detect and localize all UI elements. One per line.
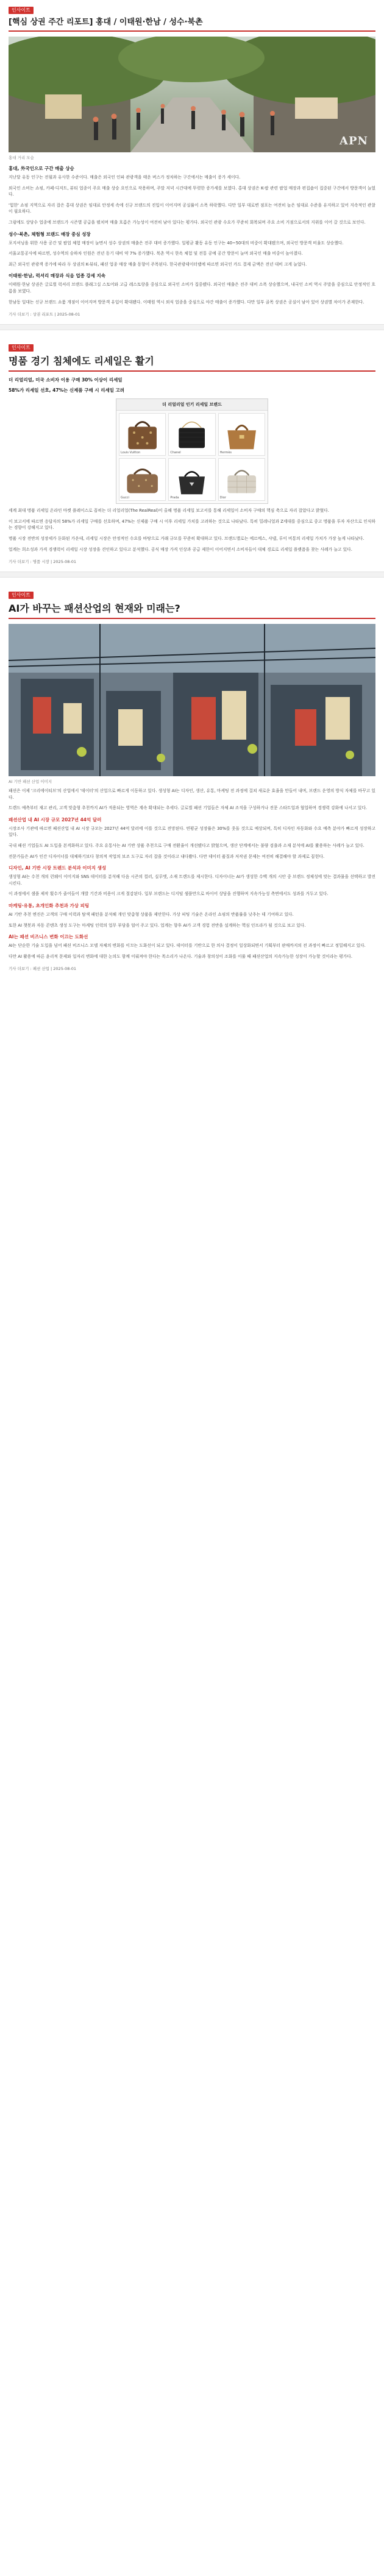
body-paragraph: 포지셔닝을 위한 사용 공간 및 팝업 체험 매장이 늘면서 성수 상권의 매출은 전주 대비 증가했다. 일평균 활동 유동 인구는 40~50대의 비중이 확대됐으며, 외국인 방문객 비율도 상승했다. (9, 240, 344, 246)
photo-watermark: APN (340, 135, 368, 147)
brand-label: Prada (170, 496, 179, 500)
article-title[interactable]: 명품 경기 침체에도 리세일은 활기 (9, 355, 154, 367)
body-paragraph: 한남동 일대는 신규 브랜드 쇼룸 개점이 이어지며 방문객 유입이 확대됐다. 이태원 역시 외식 업종을 중심으로 야간 매출이 증가했다. 다만 일부 골목 상권은 공실이 남아 있어 상권별 차이가 존재한다. (9, 299, 364, 305)
bag-tile (168, 458, 215, 501)
body-paragraph: 그럼에도 상당수 업종에 브랜드가 시즌별 공급을 펼치며 매출 흐름은 가능성이 여전히 남아 있다는 평가다. 외국인 관광 수요가 꾸준히 회복되며 주요 소비 거점으로서의 지위를 이어 갈 것으로 보인다. (9, 219, 366, 225)
brand-label: Hermès (219, 451, 232, 455)
body-paragraph: AI 기반 추천 엔진은 고객의 구매 이력과 탐색 패턴을 분석해 개인 맞춤형 상품을 제안한다. 가상 피팅 기술은 온라인 쇼핑의 반품률을 낮추는 데 기여하고 있다. (9, 912, 294, 918)
handbag-icon (119, 459, 165, 500)
section-heading: 디자인, AI 기반 시장 트렌드 분석과 이미지 생성 (9, 865, 107, 871)
handbag-icon (119, 414, 165, 455)
body-paragraph: 생성형 AI는 수천 개의 런웨이 이미지와 SNS 데이터를 분석해 다음 시즌의 컬러, 실루엣, 소재 트렌드를 제시한다. 디자이너는 AI가 생성한 수백 개의 시안 중 브랜드 정체성에 맞는 결과물을 선택하고 발전시킨다. (9, 874, 375, 886)
lead-line: 58%가 리세일 선호, 47%는 신제품 구매 시 리세일 고려 (9, 387, 125, 394)
body-paragraph: AI는 단순한 기술 도입을 넘어 패션 비즈니스 모델 자체의 변화를 이끄는 도화선이 되고 있다. 데이터를 기반으로 한 의사 결정이 일상화되면서 기획부터 판매까지의 전 과정이 빠르고 정밀해지고 있다. (9, 943, 366, 949)
brand-label: Chanel (170, 451, 181, 455)
brand-label: Gucci (121, 496, 129, 500)
body-paragraph: 서울교통공사에 따르면, 성수역의 승하차 인원은 전년 동기 대비 약 7% 증가했다. 북촌 역시 한옥 체험 및 전통 공예 공간 방문이 늘며 외국인 매출 비중이 높아졌다. (9, 251, 303, 257)
body-paragraph: 이 과정에서 샘플 제작 횟수가 줄어들어 개발 기간과 비용이 크게 절감된다. 일부 브랜드는 디지털 샘플만으로 바이어 상담을 진행하며 지속가능성 측면에서도 성과를 거두고 있다. (9, 891, 329, 897)
street-photo-image (9, 37, 375, 152)
bag-tile (168, 413, 215, 456)
body-paragraph: 지난달 유동 인구는 전월과 유사한 수준이다. 매출은 외국인 인파 관광객을 태운 버스가 정차하는 구간에서는 매출이 증가 세이다. (9, 175, 241, 180)
handbag-icon (169, 459, 215, 500)
section-heading: AI는 패션 비즈니스 변화 이끄는 도화선 (9, 934, 88, 940)
category-tag[interactable]: 인사이트 (9, 7, 34, 14)
bag-tile (119, 458, 166, 501)
section-heading: 마케팅·유통, 초개인화 추천과 가상 피팅 (9, 903, 90, 909)
lead-line: 더 리얼리얼, 미국 소비자 이용 구매 30% 이상이 리세일 (9, 377, 123, 383)
bag-tile (218, 458, 265, 501)
photo-caption: AI 기반 패션 산업 이미지 (9, 779, 52, 785)
article-divider (0, 571, 384, 578)
body-paragraph: 이태원·한남 상권은 글로벌 럭셔리 브랜드 플래그십 스토어와 고급 레스토랑을 중심으로 외국인 소비가 집중됐다. 외국인 매출은 전주 대비 소폭 상승했으며, 내국인 소비 역시 주말을 중심으로 안정적인 흐름을 보였다. (9, 282, 375, 294)
article-byline[interactable]: 기사 더보기 : 명품 시장 | 2025-08-01 (9, 559, 77, 565)
article-ai-fashion (9, 585, 375, 971)
article-divider (0, 324, 384, 330)
handbag-icon (219, 414, 265, 455)
section-heading: 성수·북촌, 체험형 브랜드 매장 중심 성장 (9, 231, 91, 237)
section-heading: 패션산업 내 AI 시장 규모 2027년 44억 달러 (9, 816, 102, 823)
body-paragraph: 다만 AI 활용에 따른 윤리적 문제와 일자리 변화에 대한 논의도 함께 이뤄져야 한다는 목소리가 나온다. 기술과 창의성이 조화를 이룰 때 패션산업의 지속가능한 성장이 가능할 것이라는 평가다. (9, 954, 352, 959)
body-paragraph: 또한 AI 챗봇과 자동 콘텐츠 생성 도구는 마케팅 인력의 업무 부담을 덜어 주고 있다. 업계는 향후 AI가 고객 경험 전반을 설계하는 핵심 인프라가 될 것으로 보고 있다. (9, 922, 306, 928)
handbag-icon (169, 414, 215, 455)
brand-label: Louis Vuitton (121, 451, 141, 455)
body-paragraph: 전문가들은 AI가 인간 디자이너를 대체하기보다 창의적 작업의 보조 도구로 자리 잡을 것이라고 내다봤다. 다만 데이터 품질과 저작권 문제는 여전히 해결해야 할 과제로 꼽힌다. (9, 854, 325, 859)
body-paragraph: 국내 패션 기업들도 AI 도입을 본격화하고 있다. 주요 유통사는 AI 기반 상품 추천으로 구매 전환율이 개선됐다고 밝혔으며, 생산 단계에서는 불량 검출과 소재 분석에 AI를 활용하는 사례가 늘고 있다. (9, 843, 364, 849)
article-byline[interactable]: 기사 더보기 : 패션 산업 | 2025-08-01 (9, 966, 77, 972)
article-seoul-commercial (9, 0, 375, 317)
article-title[interactable]: [핵심 상권 주간 리포트] 홍대 / 이태원·한남 / 성수·북촌 (9, 18, 203, 27)
page (0, 0, 384, 971)
body-paragraph: 명품 시장 전반의 성장세가 둔화된 가운데, 리세일 시장은 안정적인 수요를 바탕으로 거래 규모를 꾸준히 확대하고 있다. 브랜드별로는 에르메스, 샤넬, 루이 비통의 리세일 가치가 가장 높게 나타났다. (9, 536, 364, 541)
factory-photo-image (9, 624, 375, 776)
article-byline[interactable]: 기사 더보기 : 상권 리포트 | 2025-08-01 (9, 312, 80, 317)
body-paragraph: 트렌드 예측부터 재고 관리, 고객 맞춤형 추천까지 AI가 적용되는 영역은 계속 확대되는 추세다. 글로벌 패션 기업들은 자체 AI 조직을 구성하거나 전문 스타트업과 협업하며 경쟁력 강화에 나서고 있다. (9, 805, 368, 811)
bag-tile (218, 413, 265, 456)
body-paragraph: 패션은 이제 '크리에이티브'의 산업에서 '데이터'의 산업으로 빠르게 이동하고 있다. 생성형 AI는 디자인, 생산, 유통, 마케팅 전 과정에 걸쳐 새로운 효율을 만들어 내며, 브랜드 운영의 방식 자체를 바꾸고 있다. (9, 788, 375, 800)
collage-title: 더 리얼리얼 인기 리세일 브랜드 (116, 399, 268, 411)
title-rule (9, 370, 375, 372)
factory-photo (9, 624, 375, 776)
body-paragraph: 시장조사 기관에 따르면 패션산업 내 AI 시장 규모는 2027년 44억 달러에 이를 것으로 전망된다. 연평균 성장률은 30%를 웃돌 것으로 예상되며, 특히 디자인 자동화와 수요 예측 분야가 빠르게 성장하고 있다. (9, 826, 375, 838)
body-paragraph: 업계는 희소성과 가격 경쟁력이 리세일 시장 성장을 견인하고 있다고 분석했다. 공식 매장 가격 인상과 공급 제한이 이어지면서 소비자들이 대체 경로로 리세일 플랫폼을 찾는 사례가 늘고 있다. (9, 547, 352, 552)
category-tag[interactable]: 인사이트 (9, 592, 34, 599)
section-heading: 홍대, 外국인으로 구간 매출 상승 (9, 166, 74, 171)
body-paragraph: 이 보고서에 따르면 응답자의 58%가 리세일 구매를 선호하며, 47%는 신제품 구매 시 이후 리세일 가치를 고려하는 것으로 나타났다. 특히 밀레니얼과 Z세대를 중심으로 중고 명품을 투자 자산으로 인식하는 경향이 강해지고 있다. (9, 518, 375, 531)
body-paragraph: '힙한' 쇼핑 지역으로 자리 잡은 홍대 상권은 임대료 안정세 속에 신규 브랜드의 진입이 이어지며 공실률이 소폭 하락했다. 다만 일부 대로변 점포는 여전히 높은 임대료 수준을 유지하고 있어 지속적인 관찰이 필요하다. (9, 202, 375, 214)
street-photo (9, 37, 375, 152)
section-heading: 이태원·한남, 럭셔리 매장과 식음 업종 강세 지속 (9, 273, 106, 279)
title-rule (9, 30, 375, 32)
category-tag[interactable]: 인사이트 (9, 344, 34, 352)
luxury-bag-collage (116, 398, 268, 504)
photo-caption: 홍대 거리 모습 (9, 155, 34, 160)
body-paragraph: 외국인 소비는 쇼핑, 카페·디저트, 뷰티 업종이 주요 매출 상승 요인으로 작용하며, 주말 저녁 시간대에 뚜렷한 증가세를 보였다. 홍대 상권은 K-팝 관련 팝업 매장과 편집숍이 집중된 구간에서 방문객이 늘었다. (9, 185, 375, 197)
bag-tile (119, 413, 166, 456)
article-luxury-resale (9, 338, 375, 564)
article-title[interactable]: AI가 바꾸는 패션산업의 현재와 미래는? (9, 603, 180, 615)
brand-label: Dior (219, 496, 227, 500)
title-rule (9, 618, 375, 619)
handbag-icon (219, 459, 265, 500)
body-paragraph: 최근 외국인 관광객 증가에 따라 두 상권의 K-뷰티, 패션 업종 매장 매출 동향이 주목된다. 한국관광데이터랩에 따르면 외국인 카드 결제 금액은 전년 대비 크게 늘었다. (9, 261, 307, 267)
body-paragraph: 세계 최대 명품 리세일 온라인 마켓 플레이스로 꼽히는 더 리얼리얼(The RealReal)이 올해 명품 리세일 보고서를 통해 리세일이 소비자 구매의 핵심 축으로 자리 잡았다고 밝혔다. (9, 508, 329, 514)
